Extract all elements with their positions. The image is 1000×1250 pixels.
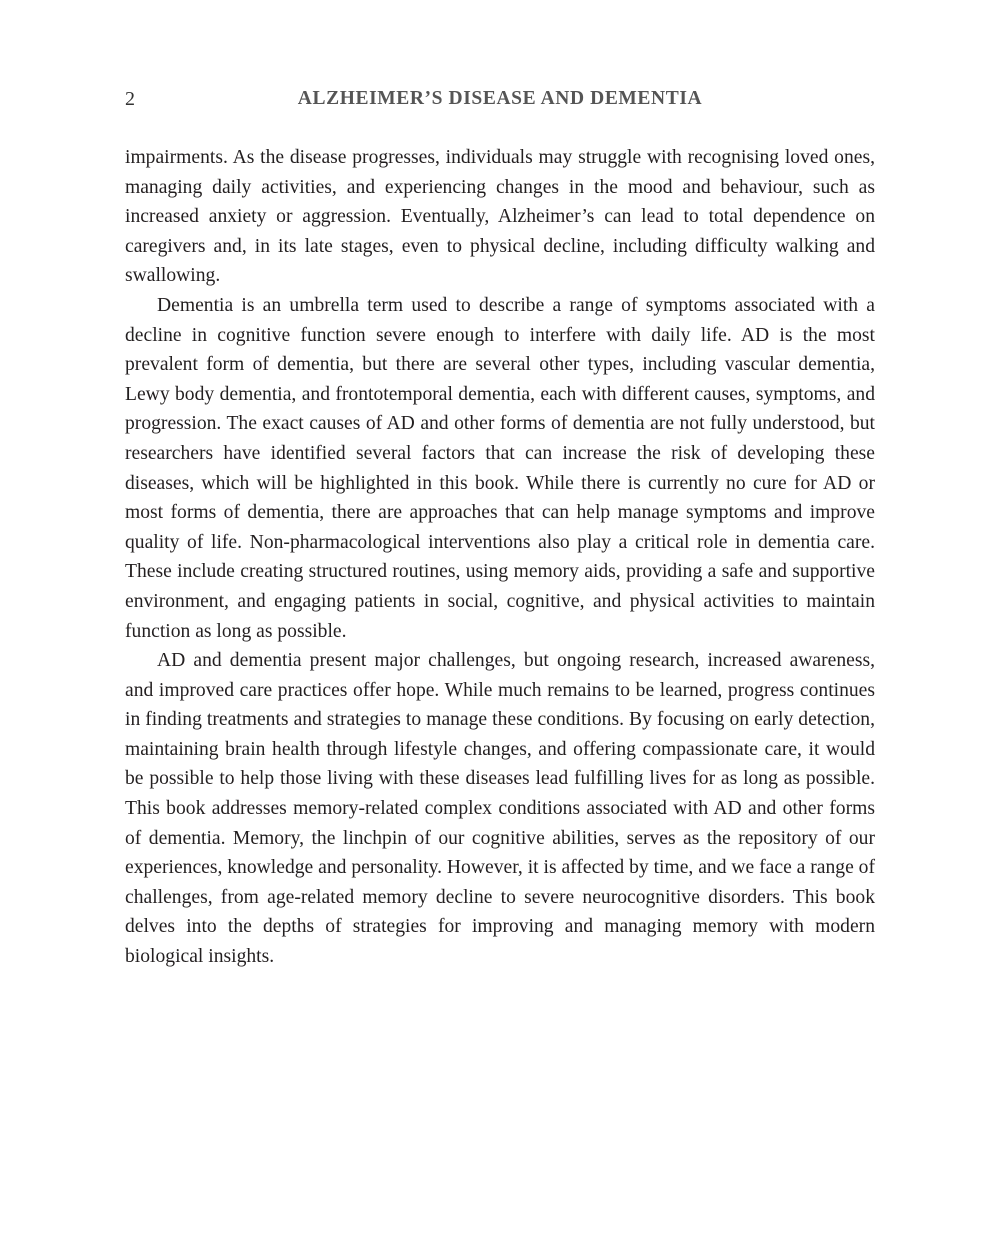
running-head <box>125 86 875 112</box>
body-text <box>125 143 875 972</box>
running-head-title: ALZHEIMER’S DISEASE AND DEMENTIA <box>297 88 703 109</box>
page-number: 2 <box>125 88 135 110</box>
paragraph-continued: impairments. As the disease progresses, individuals may struggle with recognising loved ones, managing daily activities, and experiencing changes in the mood and behaviour, such as increased anxiety or aggression. Eventually, Alzheimer’s can lead to total dependence on caregivers and, in its late stages, even to physical decline, including difficulty walking and swallowing. <box>125 147 875 287</box>
paragraph: AD and dementia present major challenges, but ongoing research, increased awareness, and improved care practices offer hope. While much remains to be learned, progress continues in finding treatments and strategies to manage these conditions. By focusing on early detection, maintaining brain health through lifestyle changes, and offering compassionate care, it would be possible to help those living with these diseases lead fulfilling lives for as long as possible. This book addresses memory-related complex conditions associated with AD and other forms of dementia. Memory, the linchpin of our cognitive abilities, serves as the repository of our experiences, knowledge and personality. However, it is affected by time, and we face a range of challenges, from age-related memory decline to severe neurocognitive disorders. This book delves into the depths of strategies for improving and managing memory with modern biological insights. <box>125 650 875 968</box>
paragraph: Dementia is an umbrella term used to describe a range of symptoms associated with a decline in cognitive function severe enough to interfere with daily life. AD is the most prevalent form of dementia, but there are several other types, including vascular dementia, Lewy body dementia, and frontotemporal dementia, each with different causes, symptoms, and progression. The exact causes of AD and other forms of dementia are not fully understood, but researchers have identified several factors that can increase the risk of developing these diseases, which will be highlighted in this book. While there is currently no cure for AD or most forms of dementia, there are approaches that can help manage symptoms and improve quality of life. Non-pharmacological interventions also play a critical role in dementia care. These include creating structured routines, using memory aids, providing a safe and supportive environment, and engaging patients in social, cognitive, and physical activities to maintain function as long as possible. <box>125 294 875 642</box>
